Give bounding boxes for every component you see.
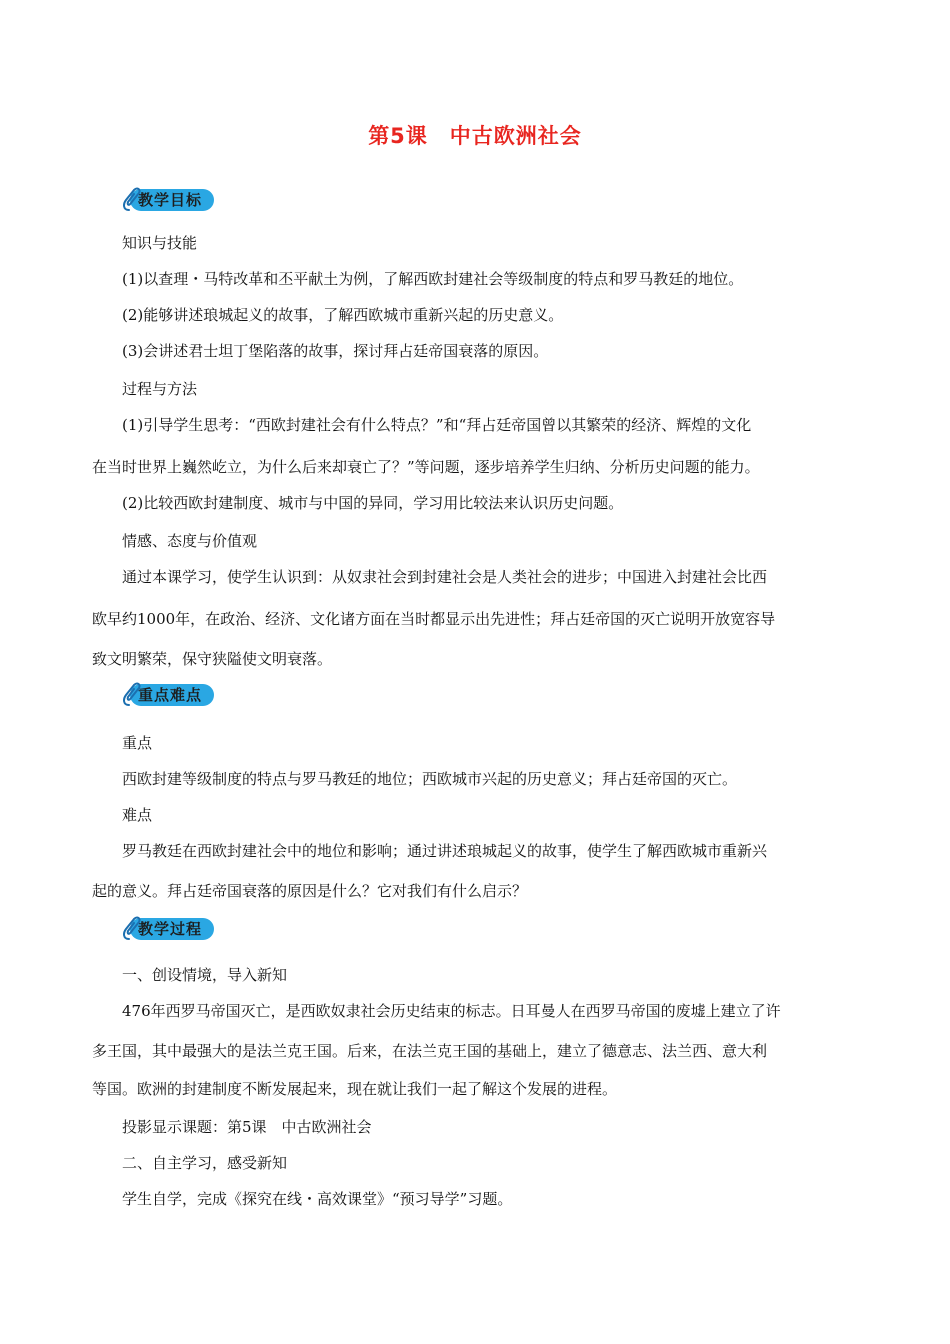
paragraph: 通过本课学习，使学生认识到：从奴隶社会到封建社会是人类社会的进步；中国进入封建社会比西: [122, 568, 768, 586]
section-badge-keys: [120, 681, 216, 709]
paragraph: 在当时世界上巍然屹立，为什么后来却衰亡了？”等问题，逐步培养学生归纳、分析历史问题的能力。: [92, 458, 760, 476]
subheading-knowledge: 知识与技能: [122, 234, 198, 252]
subheading-key-points: 重点: [122, 734, 153, 752]
badge-label: 重点难点: [138, 686, 203, 704]
badge-label: 教学目标: [138, 191, 203, 209]
subheading-values: 情感、态度与价值观: [122, 532, 258, 550]
paragraph: (3)会讲述君士坦丁堡陷落的故事，探讨拜占廷帝国衰落的原因。: [122, 342, 549, 360]
subheading-difficulties: 难点: [122, 806, 153, 824]
paragraph: 多王国，其中最强大的是法兰克王国。后来，在法兰克王国的基础上，建立了德意志、法兰西、意大利: [92, 1042, 768, 1060]
step-heading: 二、自主学习，感受新知: [122, 1154, 288, 1172]
paragraph: (1)以查理・马特改革和丕平献土为例，了解西欧封建社会等级制度的特点和罗马教廷的地位。: [122, 270, 744, 288]
paragraph: (2)比较西欧封建制度、城市与中国的异同，学习用比较法来认识历史问题。: [122, 494, 624, 512]
paragraph: 罗马教廷在西欧封建社会中的地位和影响；通过讲述琅城起义的故事，使学生了解西欧城市重新兴: [122, 842, 768, 860]
paragraph: 476年西罗马帝国灭亡，是西欧奴隶社会历史结束的标志。日耳曼人在西罗马帝国的废墟上建立了许: [122, 1002, 781, 1020]
paragraph: 起的意义。拜占廷帝国衰落的原因是什么？它对我们有什么启示？: [92, 882, 528, 900]
paragraph: 投影显示课题：第5课 中古欧洲社会: [122, 1118, 372, 1136]
section-badge-goals: [120, 186, 216, 214]
badge-label: 教学过程: [138, 920, 203, 938]
paragraph: 欧早约1000年，在政治、经济、文化诸方面在当时都显示出先进性；拜占廷帝国的灭亡说明开放宽容导: [92, 610, 776, 628]
section-badge-process: [120, 915, 216, 943]
paragraph: 致文明繁荣，保守狭隘使文明衰落。: [92, 650, 333, 668]
paragraph: (1)引导学生思考：“西欧封建社会有什么特点？”和“拜占廷帝国曾以其繁荣的经济、辉煌的文化: [122, 416, 752, 434]
paragraph: 等国。欧洲的封建制度不断发展起来，现在就让我们一起了解这个发展的进程。: [92, 1080, 618, 1098]
step-heading: 一、创设情境，导入新知: [122, 966, 288, 984]
subheading-process: 过程与方法: [122, 380, 198, 398]
paragraph: 学生自学，完成《探究在线・高效课堂》“预习导学”习题。: [122, 1190, 513, 1208]
lesson-title: 第5课 中古欧洲社会: [368, 124, 582, 148]
paragraph: (2)能够讲述琅城起义的故事，了解西欧城市重新兴起的历史意义。: [122, 306, 564, 324]
paragraph: 西欧封建等级制度的特点与罗马教廷的地位；西欧城市兴起的历史意义；拜占廷帝国的灭亡。: [122, 770, 738, 788]
